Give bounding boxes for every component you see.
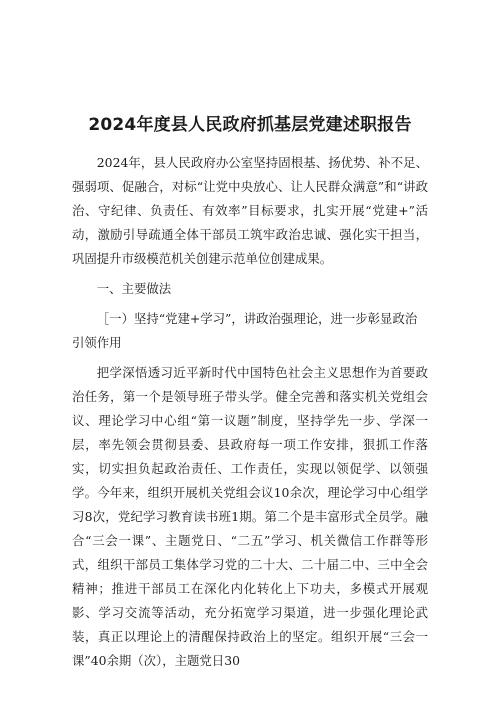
section-heading-main-practices: 一、主要做法	[96, 281, 172, 296]
subsection-heading-party-building-study: ［一）坚持“党建+学习”，讲政治强理论，进一步彰显政治引领作用	[72, 311, 418, 350]
document-title: 2024年度县人民政府抓基层党建述职报告	[88, 115, 412, 135]
subsection-body-paragraph: 把学深悟透习近平新时代中国特色社会主义思想作为首要政治任务，第一个是领导班子带头学。健全完善和落实机关党组会议、理论学习中心组“第一议题”制度，坚持学先一步、学深一层，率先领会贯彻县委、县政府每一项工作安排，狠抓工作落实，切实担负起政治责任、工作责任，实现以领促学、以领强学。今年来，组织开展机关党组会议10余次，理论学习中心组学习8次，党纪学习教育读书班1期。第二个是丰富形式全员学。融合“三会一课”、主题党日、“二五”学习、机关微信工作群等形式，组织干部员工集体学习党的二十大、二十届二中、三中全会精神；推进干部员工在深化内化转化上下功夫，多模式开展观影、学习交流等活动，充分拓宽学习渠道，进一步强化理论武装，真正以理论上的清醒保持政治上的坚定。组织开展“三会一课”40余期（次），主题党日30	[72, 365, 428, 668]
intro-paragraph: 2024年，县人民政府办公室坚持固根基、扬优势、补不足、强弱项、促融合，对标“让党中央放心、让人民群众满意”和“讲政治、守纪律、负责任、有效率”目标要求，扎实开展“党建+”活动，激励引导疏通全体干部员工筑牢政治忠诚、强化实干担当，巩固提升市级模范机关创建示范单位创建成果。	[72, 155, 428, 266]
